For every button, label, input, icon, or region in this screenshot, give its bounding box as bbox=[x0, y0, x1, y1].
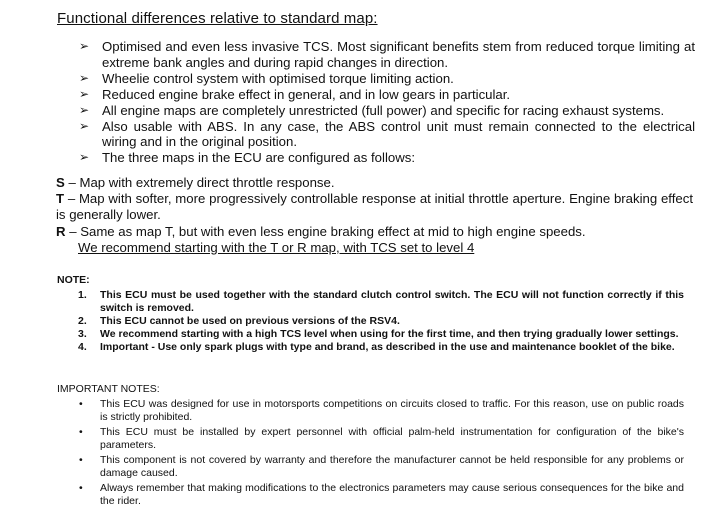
bullet-dot-icon: • bbox=[79, 482, 83, 495]
section-heading: Functional differences relative to standard map: bbox=[57, 10, 378, 27]
list-item: 3. We recommend starting with a high TCS level when using for the first time, and then trying gradually lower settings. bbox=[78, 327, 679, 340]
list-number: 3. bbox=[78, 327, 87, 340]
arrow-bullet-icon: ➢ bbox=[79, 86, 90, 101]
list-item: • This component is not covered by warranty and therefore the manufacturer cannot be held responsible for any problems or damage caused. bbox=[79, 454, 684, 479]
list-item: ➢ Optimised and even less invasive TCS. Most significant benefits stem from reduced torque limiting at extreme bank angles and during rapid changes in direction. bbox=[79, 39, 695, 70]
list-item: ➢ Reduced engine brake effect in general, and in low gears in particular. bbox=[79, 86, 511, 102]
map-key: T bbox=[56, 191, 65, 207]
bullet-dot-icon: • bbox=[79, 454, 83, 467]
arrow-bullet-icon: ➢ bbox=[79, 118, 90, 133]
list-item: • This ECU was designed for use in motorsports competitions on circuits closed to traffic. For this reason, use on public roads is strictly prohibited. bbox=[79, 398, 684, 423]
bullet-dot-icon: • bbox=[79, 426, 83, 439]
feature-list bbox=[75, 39, 695, 166]
list-item: ➢ All engine maps are completely unrestricted (full power) and specific for racing exhaust systems. bbox=[79, 102, 665, 118]
list-item: • This ECU must be installed by expert personnel with official palm-held instrumentation for configuration of the bike's parameters. bbox=[79, 426, 684, 451]
list-item: 2. This ECU cannot be used on previous versions of the RSV4. bbox=[78, 314, 400, 327]
bullet-dot-icon: • bbox=[79, 398, 83, 410]
map-descriptions bbox=[56, 175, 693, 240]
recommendation-text: We recommend starting with the T or R map, with TCS set to level 4 bbox=[78, 240, 475, 255]
arrow-bullet-icon: ➢ bbox=[79, 150, 90, 165]
list-item: ➢ Wheelie control system with optimised torque limiting action. bbox=[79, 70, 454, 86]
map-item-r: R – Same as map T, but with even less engine braking effect at mid to high engine speeds. bbox=[56, 223, 586, 239]
list-number: 4. bbox=[78, 340, 87, 353]
map-item-s: S – Map with extremely direct throttle response. bbox=[56, 175, 335, 190]
list-item: • Always remember that making modifications to the electronics parameters may cause serious consequences for the bike and the rider. bbox=[79, 482, 684, 508]
arrow-bullet-icon: ➢ bbox=[79, 39, 90, 53]
list-item: ➢ Also usable with ABS. In any case, the ABS control unit must remain connected to the electrical wiring and in the original position. bbox=[79, 118, 695, 150]
arrow-bullet-icon: ➢ bbox=[79, 102, 90, 117]
list-item: 4. Important - Use only spark plugs with type and brand, as described in the use and maintenance booklet of the bike. bbox=[78, 340, 675, 353]
list-number: 2. bbox=[78, 314, 87, 327]
list-item: ➢ The three maps in the ECU are configured as follows: bbox=[79, 150, 415, 166]
map-key: R bbox=[56, 223, 66, 239]
note-heading: NOTE: bbox=[57, 274, 90, 286]
important-notes-list bbox=[78, 398, 684, 510]
important-notes-heading: IMPORTANT NOTES: bbox=[57, 383, 160, 395]
list-number: 1. bbox=[78, 289, 87, 301]
note-list bbox=[78, 289, 684, 354]
map-key: S bbox=[56, 175, 65, 190]
map-item-t: T – Map with softer, more progressively controllable response at initial throttle aperture. Engine braking effect is generally lower. bbox=[56, 191, 693, 223]
list-item: 1. This ECU must be used together with the standard clutch control switch. The ECU will not function correctly if this switch is removed. bbox=[78, 289, 684, 314]
arrow-bullet-icon: ➢ bbox=[79, 70, 90, 85]
